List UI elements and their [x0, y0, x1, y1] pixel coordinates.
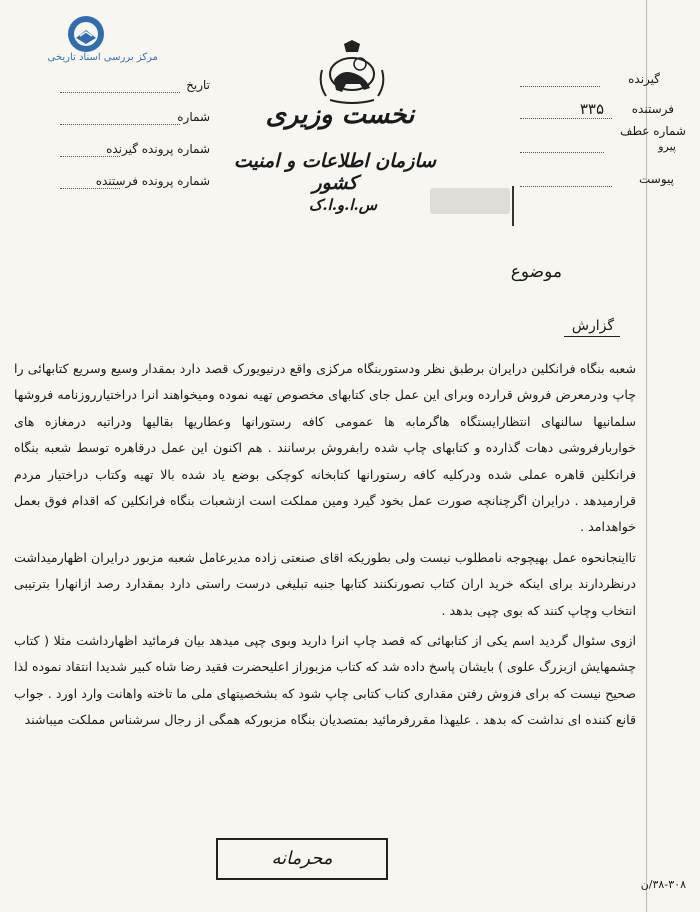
recipient-file-label: شماره پرونده گیرنده — [106, 142, 210, 156]
org-subtitle: سازمان اطلاعات و امنیت کشور — [233, 150, 437, 194]
archive-caption: مرکز بررسی اسناد تاریخی — [47, 52, 158, 63]
reference-code: س.ا.و.ا.ک — [308, 196, 378, 214]
stamp-frame-line — [432, 186, 514, 226]
number-label: شماره — [177, 110, 210, 124]
sender-dotted-line — [520, 118, 612, 119]
ref-number-label-2: پیرو — [658, 140, 676, 153]
report-label: گزارش — [571, 318, 614, 334]
body-paragraph: شعبه بنگاه فرانکلین درایران برطبق نظر ودستوربنگاه مرکزی واقع درنیویورک قصد دارد بمقدار وسیع وسریع کتابهائی را چاپ ودرمعرض فروش قرارده وبرای این عمل جای کتابهای مخصوص تهیه نموده ومیخواهند انرا دراختیارروزنامه فروشها سلمانیها سالنهای انتظارایستگاه هاگرمابه ها عمومی کافه رستورانها وعطاریها بقالیها ودراتیه درمغازه های خواربارفروشی دهات گذارده و کتابهای چاپ شده رابفروش برسانند . هم اکنون این عمل درقاهره توسط شعبه بنگاه فرانکلین قاهره عملی شده ودرکلیه کافه رستورانها کتابخانه کوچکی بوضع یاد شده بالا تهیه وکتاب دراختیار مردم قرارمیدهد . درایران اگرچنانچه صورت عمل بخود گیرد ومین مملکت است ازشعبات بنگاه فرانکلین که اقدام فوق بعمل خواهدامد . — [14, 361, 636, 535]
confidential-stamp: محرمانه — [216, 838, 388, 880]
ref-number-label: شماره عطف — [620, 124, 686, 138]
body-paragraph: ازوی سئوال گردید اسم یکی از کتابهائی که قصد چاپ انرا دارید وبوی چپی میدهد بیان فرمائید اظهارداشت مثلا ( کتاب چشمهایش ازبزرگ علوی ) بایشان پاسخ داده شد که کتاب مزبوراز اعلیحضرت فقید رضا شاه کبیر شدیدا انتقاد نموده لذا صحیح نیست که برای فروش رفتن مقداری کتاب کتابی چاپ شود که بشخصیتهای ملی ما تاخته واهانت وارد اورد . جواب قانع کننده ای نداشت که بدهد . علیهذا مقررفرمائید بمتصدیان بنگاه مزبورکه همگی از رجال سرشناس مملکت میباشند — [14, 633, 636, 728]
date-label: تاریخ — [186, 78, 210, 92]
subject-label: موضوع — [510, 262, 562, 282]
attachment-dotted-line — [520, 186, 612, 187]
recipient-dotted-line — [520, 86, 600, 87]
book-globe-icon — [66, 14, 106, 54]
recipient-label: گیرنده — [628, 72, 660, 86]
ref-dotted-line — [520, 152, 604, 153]
attachment-label: پیوست — [639, 172, 674, 186]
sender-file-dotted-line — [60, 188, 120, 189]
org-title: نخست وزیری — [265, 100, 415, 130]
sender-value: ۳۳۵ — [579, 100, 604, 118]
recipient-file-dotted-line — [60, 156, 120, 157]
footer-code: ۳۸-۳۰۸/ن — [640, 878, 686, 891]
number-dotted-line — [60, 124, 180, 125]
body-paragraph: تااینجانحوه عمل بهیچوجه نامطلوب نیست ولی بطوریکه اقای صنعتی زاده مدیرعامل شعبه مزبور درایران اظهارمیداشت درنظردارند برای اینکه خرید اران کتاب تصورنکنند کتابها جنبه تبلیغی درست راستی دارد بمقدارد رصد ازانهارا بترتیبی انتخاب وچاپ کنند که بوی چپی بدهد . — [14, 549, 636, 618]
report-underline — [564, 336, 620, 337]
report-body — [14, 356, 636, 734]
sender-file-label: شماره پرونده فرستنده — [95, 174, 210, 188]
date-dotted-line — [60, 92, 180, 93]
lion-and-sun-emblem-icon — [312, 40, 392, 106]
sender-label: فرستنده — [631, 102, 674, 116]
